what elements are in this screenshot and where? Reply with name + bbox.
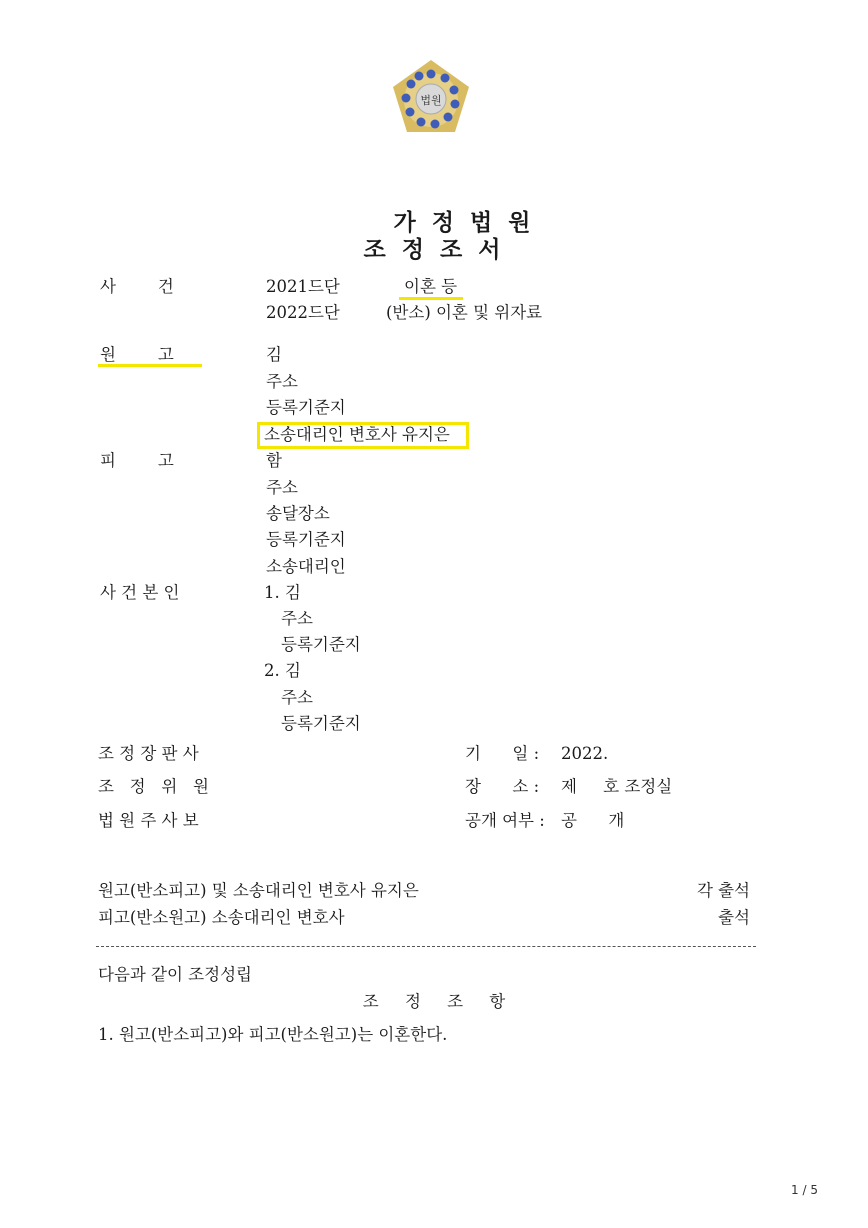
mediator-label: 조 정 위 원 [98, 777, 209, 796]
clerk-label: 법 원 주 사 보 [98, 811, 199, 830]
section-title: 조 정 조 항 [362, 992, 506, 1011]
principals-label: 사 건 본 인 [100, 583, 180, 602]
date-label: 기 일 : [465, 744, 540, 763]
plaintiff-name: 김 [266, 345, 282, 364]
defendant-counsel: 소송대리인 [266, 557, 346, 576]
plaintiff-address: 주소 [266, 372, 298, 391]
defendant-name: 함 [266, 451, 282, 470]
public-label: 공개 여부 : [465, 811, 545, 830]
judge-label: 조 정 장 판 사 [98, 744, 199, 763]
defendant-delivery: 송달장소 [266, 504, 330, 523]
case-name-2: (반소) 이혼 및 위자료 [386, 303, 543, 322]
court-seal-icon [389, 56, 473, 136]
dashed-divider [96, 946, 756, 947]
page-number: 1 / 5 [791, 1183, 818, 1197]
principal-2-name: 2. 김 [264, 661, 301, 680]
attendance-status-2: 출석 [718, 908, 750, 927]
case-number-2: 2022드단 [266, 303, 340, 322]
mediation-intro: 다음과 같이 조정성립 [98, 965, 252, 984]
principal-1-address: 주소 [281, 609, 313, 628]
plaintiff-label: 원 고 [100, 345, 174, 364]
defendant-label: 피 고 [100, 451, 174, 470]
attendance-row-2: 피고(반소원고) 소송대리인 변호사 [98, 908, 345, 927]
principal-2-registry: 등록기준지 [281, 714, 361, 733]
place-label: 장 소 : [465, 777, 540, 796]
defendant-address: 주소 [266, 478, 298, 497]
court-name: 가 정 법 원 [393, 210, 535, 236]
plaintiff-registry: 등록기준지 [266, 398, 346, 417]
clause-1: 1. 원고(반소피고)와 피고(반소원고)는 이혼한다. [98, 1025, 448, 1044]
principal-1-registry: 등록기준지 [281, 635, 361, 654]
seal-text: 법원 [420, 94, 442, 107]
document-title: 조 정 조 서 [363, 237, 505, 263]
plaintiff-label-highlight [98, 364, 202, 367]
case-name-highlight [399, 297, 463, 300]
public-value: 공 개 [561, 811, 625, 830]
place-value: 제 호 조정실 [561, 777, 673, 796]
case-label: 사 건 [100, 277, 174, 296]
principal-2-address: 주소 [281, 688, 313, 707]
plaintiff-counsel: 소송대리인 변호사 유지은 [264, 425, 450, 444]
case-name-1: 이혼 등 [404, 277, 458, 296]
principal-1-name: 1. 김 [264, 583, 301, 602]
case-number-1: 2021드단 [266, 277, 340, 296]
date-value: 2022. [561, 744, 609, 763]
attendance-status-1: 각 출석 [696, 881, 750, 900]
attendance-row-1: 원고(반소피고) 및 소송대리인 변호사 유지은 [98, 881, 419, 900]
defendant-registry: 등록기준지 [266, 530, 346, 549]
